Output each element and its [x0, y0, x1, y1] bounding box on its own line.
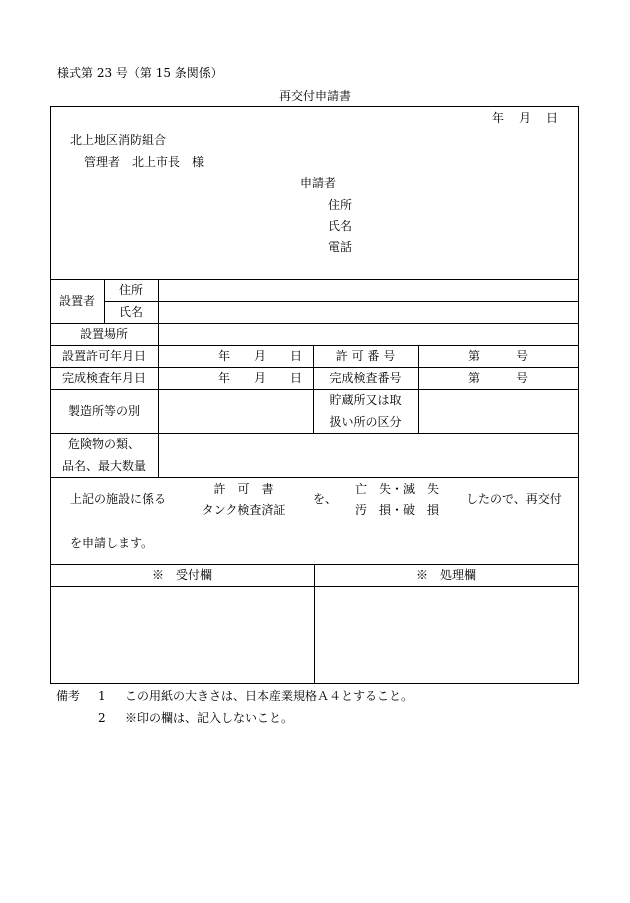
notes-label: 備考 — [56, 689, 81, 703]
inspection-date-fill: 年 月 日 — [217, 371, 302, 385]
statement-reason-option-1: 亡 失・滅 失 — [355, 482, 440, 496]
date-day: 日 — [546, 111, 559, 125]
note-1-number: 1 — [98, 689, 106, 703]
inspection-number-fill: 第 号 — [467, 371, 528, 385]
storage-label-line1: 貯蔵所又は取 — [329, 393, 402, 407]
reception-label: ※ 受付欄 — [151, 568, 212, 582]
applicant-address-label: 住所 — [328, 198, 353, 212]
permit-number-fill: 第 号 — [467, 349, 528, 363]
inspection-number-label: 完成検査番号 — [329, 371, 402, 385]
statement-doc-option-1: 許 可 書 — [213, 482, 274, 496]
form-number: 様式第 23 号（第 15 条関係） — [57, 66, 223, 80]
facility-type-label: 製造所等の別 — [67, 404, 140, 418]
location-label: 設置場所 — [79, 327, 128, 341]
statement-doc-option-2: タンク検査済証 — [201, 503, 286, 517]
processing-label: ※ 処理欄 — [415, 568, 476, 582]
statement-closing: を申請します。 — [70, 536, 154, 550]
permit-date-label: 設置許可年月日 — [61, 349, 146, 363]
statement-suffix: したので、再交付 — [466, 492, 562, 506]
storage-label-line2: 扱い所の区分 — [329, 415, 402, 429]
installer-name-label: 氏名 — [118, 305, 143, 319]
installer-label: 設置者 — [58, 294, 95, 308]
installer-address-label: 住所 — [118, 283, 143, 297]
date-month: 月 — [519, 111, 532, 125]
hazard-label-line2: 品名、最大数量 — [61, 459, 146, 473]
note-2-text: ※印の欄は、記入しないこと。 — [125, 711, 294, 725]
addressee-manager: 管理者 北上市長 様 — [84, 155, 205, 169]
permit-number-label: 許 可 番 号 — [335, 349, 396, 363]
statement-reason-option-2: 汚 損・破 損 — [355, 503, 440, 517]
note-1-text: この用紙の大きさは、日本産業規格Ａ４とすること。 — [125, 689, 414, 703]
page-title: 再交付申請書 — [278, 89, 351, 103]
applicant-name-label: 氏名 — [328, 219, 353, 233]
addressee-org: 北上地区消防組合 — [70, 133, 167, 147]
statement-prefix: 上記の施設に係る — [70, 492, 167, 506]
inspection-date-label: 完成検査年月日 — [61, 371, 146, 385]
date-year: 年 — [492, 111, 505, 125]
hazard-label-line1: 危険物の類、 — [67, 437, 140, 451]
note-2-number: 2 — [98, 711, 106, 725]
permit-date-fill: 年 月 日 — [217, 349, 302, 363]
applicant-label: 申請者 — [300, 176, 337, 190]
applicant-phone-label: 電話 — [328, 240, 353, 254]
statement-particle: を、 — [313, 492, 338, 506]
